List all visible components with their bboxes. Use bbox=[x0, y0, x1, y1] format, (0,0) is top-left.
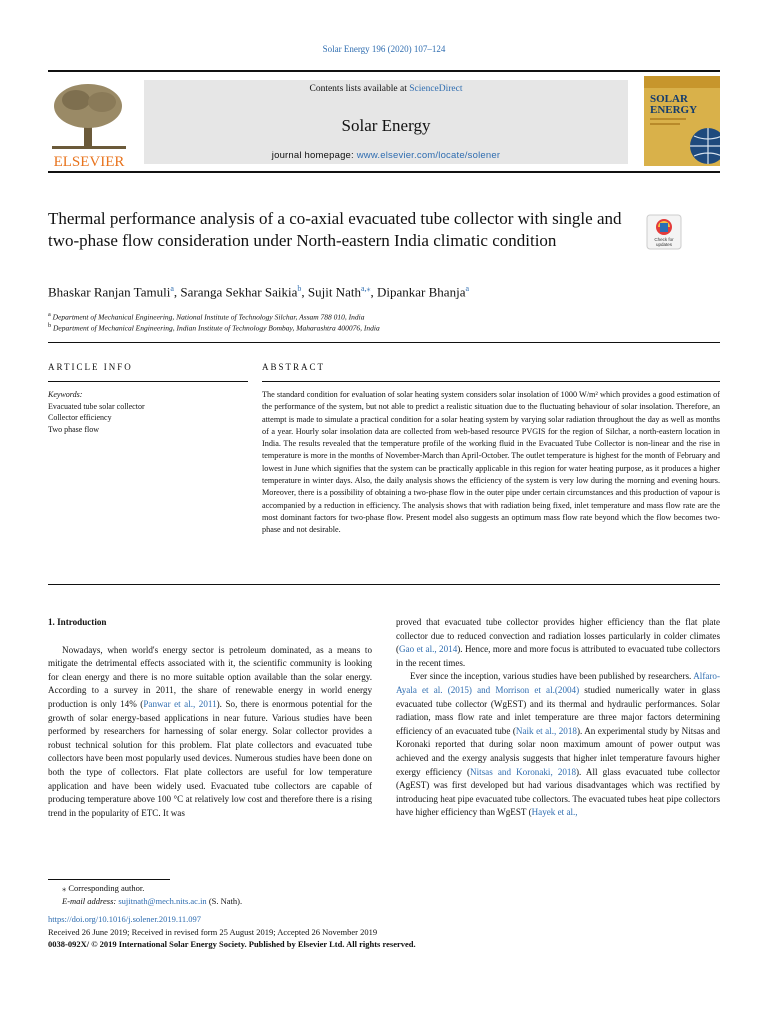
sciencedirect-link[interactable]: ScienceDirect bbox=[409, 84, 463, 94]
email-link[interactable]: sujitnath@mech.nits.ac.in bbox=[118, 895, 207, 906]
journal-header bbox=[48, 70, 720, 168]
author-separator: , bbox=[301, 284, 308, 300]
cover-title-line-1: SOLAR bbox=[650, 93, 688, 105]
author-affiliation-mark[interactable]: a bbox=[170, 284, 174, 293]
paragraph bbox=[396, 670, 720, 820]
citation-link[interactable]: Nitsas and Koronaki, 2018 bbox=[470, 766, 577, 777]
citation-link[interactable]: Panwar et al., 2011 bbox=[143, 698, 217, 709]
citation-link[interactable]: Alfaro-Ayala et al. (2015) and Morrison et al.(2004) bbox=[396, 671, 720, 695]
paper-title: Thermal performance analysis of a co-axial evacuated tube collector with single and two-phase flow consideration under North-eastern India climatic condition bbox=[48, 209, 622, 250]
section-heading: 1. Introduction bbox=[48, 617, 107, 627]
homepage-link[interactable]: www.elsevier.com/locate/solener bbox=[356, 150, 501, 161]
paragraph-text: studied numerically water in glass evacuated tube collector (WgEST) and its thermal and hydraulic performances. Solar radiation, mass flow rate and inlet temperature are three major factors determining efficiency of an evacuated tube ( bbox=[396, 684, 720, 736]
keywords-label: Keywords: bbox=[48, 390, 83, 399]
cover-art bbox=[644, 76, 720, 166]
abstract-bottom-divider bbox=[48, 584, 720, 585]
citation-link[interactable]: Gao et al., 2014 bbox=[399, 644, 458, 655]
author-separator: , bbox=[173, 284, 181, 300]
tree-icon bbox=[48, 78, 130, 168]
abstract-heading: ABSTRACT bbox=[262, 362, 326, 372]
email-label: E-mail address: bbox=[62, 895, 119, 906]
paragraph bbox=[396, 616, 720, 670]
paragraph-text: ). So, there is enormous potential for the growth of solar energy-based applications in near future. Various studies have been performed by researchers for harnessing of solar energy. Solar collector provides a robust technical solution for this problem. Flat plate collectors and evacuated tube collectors have been most popularly used devices. Numerous studies have been done on both the type of collectors. Flat plate collectors are useful for low temperature application and have been widely used. Evacuated tube collectors are capable of producing temperature above 100 °C at relatively low cost and therefore there is a rising trend in the popularity of ETC. It was bbox=[48, 698, 372, 818]
paragraph-text: proved that evacuated tube collector provides higher efficiency than the flat plate collector due to reduced convection and radiation losses particularly in colder climates ( bbox=[396, 617, 720, 655]
article-info-heading: ARTICLE INFO bbox=[48, 362, 133, 372]
homepage-prefix: journal homepage: bbox=[271, 150, 357, 161]
front-matter-divider bbox=[48, 342, 720, 343]
affiliation-text: Department of Mechanical Engineering, Indian Institute of Technology Bombay, Maharashtra 400076, India bbox=[53, 323, 380, 333]
paragraph-text: ). Hence, more and more focus is attributed to evacuated tube collectors in the recent times. bbox=[396, 644, 720, 668]
abstract-divider bbox=[262, 381, 720, 382]
copyright-line: 0038-092X/ © 2019 International Solar Energy Society. Published by Elsevier Ltd. All rights reserved. bbox=[48, 939, 416, 949]
paragraph-text: ). An experimental study by Nitsas and Koronaki reported that during solar noon maximum amount of power output was achieved and the exergy analysis suggests that higher inlet temperature favours higher exergy efficiency ( bbox=[396, 725, 720, 777]
elsevier-logo[interactable] bbox=[48, 78, 130, 168]
affiliation-mark: b bbox=[48, 322, 52, 329]
keyword-item: Evacuated tube solar collector bbox=[48, 401, 145, 411]
journal-cover-image[interactable] bbox=[644, 76, 720, 166]
author-separator: , bbox=[370, 284, 378, 300]
abstract-text: The standard condition for evaluation of solar heating system considers solar insolation of 1000 W/m² which provides a good estimation of the performance of the system, but not able to predict a realistic situation due to the fluctuating behaviour of solar insolation. Therefore, an attempt is made to simulate a practical condition for a solar heating system by varying solar radiation throughout the day as well as months of a year. Hourly solar insolation data are collected from web-based resource PVGIS for the region of Silchar, a north-eastern location in India. The results revealed that the temperature profile of the working fluid in the Evacuated Tube Collector is non-linear and the rise in temperature is more in the months of November-March than April-October. The outlet temperature is highest for the month of February and lowest in June which signifies that the system can be practically applicable in this region for water heating purpose, as it produces a higher temperature in winter days. Also, the daily analysis shows the efficiency of the system is very low during the morning and evening hours. Moreover, there is a possibility of obtaining a two-phase flow in the outer pipe under certain circumstances and this production of vapour is accompanied by a reduction in efficiency. The analysis shows that with radiation being fixed, inlet temperature and mass flow rate are the most dominant factors for two-phase flow. Present model also suggests an optimum mass flow rate beyond which the flow becomes two-phase and not desirable. bbox=[262, 390, 720, 535]
body-column-left bbox=[48, 616, 372, 820]
email-note bbox=[48, 895, 720, 908]
paragraph bbox=[48, 644, 372, 821]
affiliation-a bbox=[48, 311, 365, 322]
journal-info-box bbox=[144, 80, 628, 164]
author-name[interactable]: Bhaskar Ranjan Tamuli bbox=[48, 284, 171, 300]
article-info-divider bbox=[48, 381, 248, 382]
author-name[interactable]: Dipankar Bhanja bbox=[377, 284, 466, 300]
corresponding-author-note: ⁎ Corresponding author. bbox=[62, 883, 145, 893]
email-suffix: (S. Nath). bbox=[206, 895, 243, 906]
doi-link[interactable]: https://doi.org/10.1016/j.solener.2019.11.097 bbox=[48, 914, 201, 924]
paragraph-text: ). All glass evacuated tube collector (AgEST) was first developed but had various disadvantages which was rectified by introducing heat pipe evacuated tube collectors. The evacuated tubes heat pipe collectors have higher efficiency than WgEST ( bbox=[396, 766, 720, 818]
contents-prefix: Contents lists available at bbox=[309, 84, 410, 94]
affiliation-mark: a bbox=[48, 311, 51, 318]
crossmark-line-2: updates bbox=[655, 242, 673, 247]
author-affiliation-mark[interactable]: a,⁎ bbox=[360, 284, 371, 293]
homepage-line bbox=[144, 150, 628, 161]
keyword-item: Collector efficiency bbox=[48, 413, 112, 422]
author-name[interactable]: Sujit Nath bbox=[307, 284, 361, 300]
author-affiliation-mark[interactable]: b bbox=[297, 284, 302, 293]
citation-link[interactable]: Naik et al., 2018 bbox=[515, 725, 577, 736]
keywords-block bbox=[48, 389, 248, 435]
journal-citation[interactable]: Solar Energy 196 (2020) 107–124 bbox=[322, 44, 446, 54]
contents-line bbox=[144, 84, 628, 94]
crossmark-badge[interactable] bbox=[646, 214, 682, 250]
body-column-right bbox=[396, 616, 720, 820]
paragraph-text: Nowadays, when world's energy sector is petroleum dominated, as a means to mitigate the detrimental effects associated with it, the scientific community is looking for clean energy and there is no more suitable option available than the solar energy. According to a survey in 2011, the share of renewable energy in world energy production is only 14% ( bbox=[48, 644, 372, 709]
check-for-updates-icon bbox=[646, 214, 682, 250]
footnotes bbox=[48, 882, 720, 951]
journal-title: Solar Energy bbox=[341, 116, 431, 135]
author-name[interactable]: Saranga Sekhar Saikia bbox=[180, 284, 298, 300]
crossmark-line-1: Check for bbox=[654, 237, 674, 242]
cover-title-line-2: ENERGY bbox=[650, 104, 698, 116]
cover-title bbox=[650, 94, 697, 116]
received-dates: Received 26 June 2019; Received in revised form 25 August 2019; Accepted 26 November 2019 bbox=[48, 926, 378, 937]
header-divider bbox=[48, 171, 720, 173]
keyword-item: Two phase flow bbox=[48, 424, 99, 434]
publisher-name: ELSEVIER bbox=[53, 154, 125, 168]
author-affiliation-mark[interactable]: a bbox=[465, 284, 470, 293]
affiliation-b bbox=[48, 322, 380, 333]
footnote-divider bbox=[48, 879, 170, 880]
affiliation-text: Department of Mechanical Engineering, National Institute of Technology Silchar, Assam 788 010, India bbox=[52, 312, 365, 322]
paragraph-text: Ever since the inception, various studies have been published by researchers. bbox=[410, 671, 694, 682]
citation-link[interactable]: Hayek et al., bbox=[531, 807, 578, 818]
author-list bbox=[48, 284, 688, 300]
